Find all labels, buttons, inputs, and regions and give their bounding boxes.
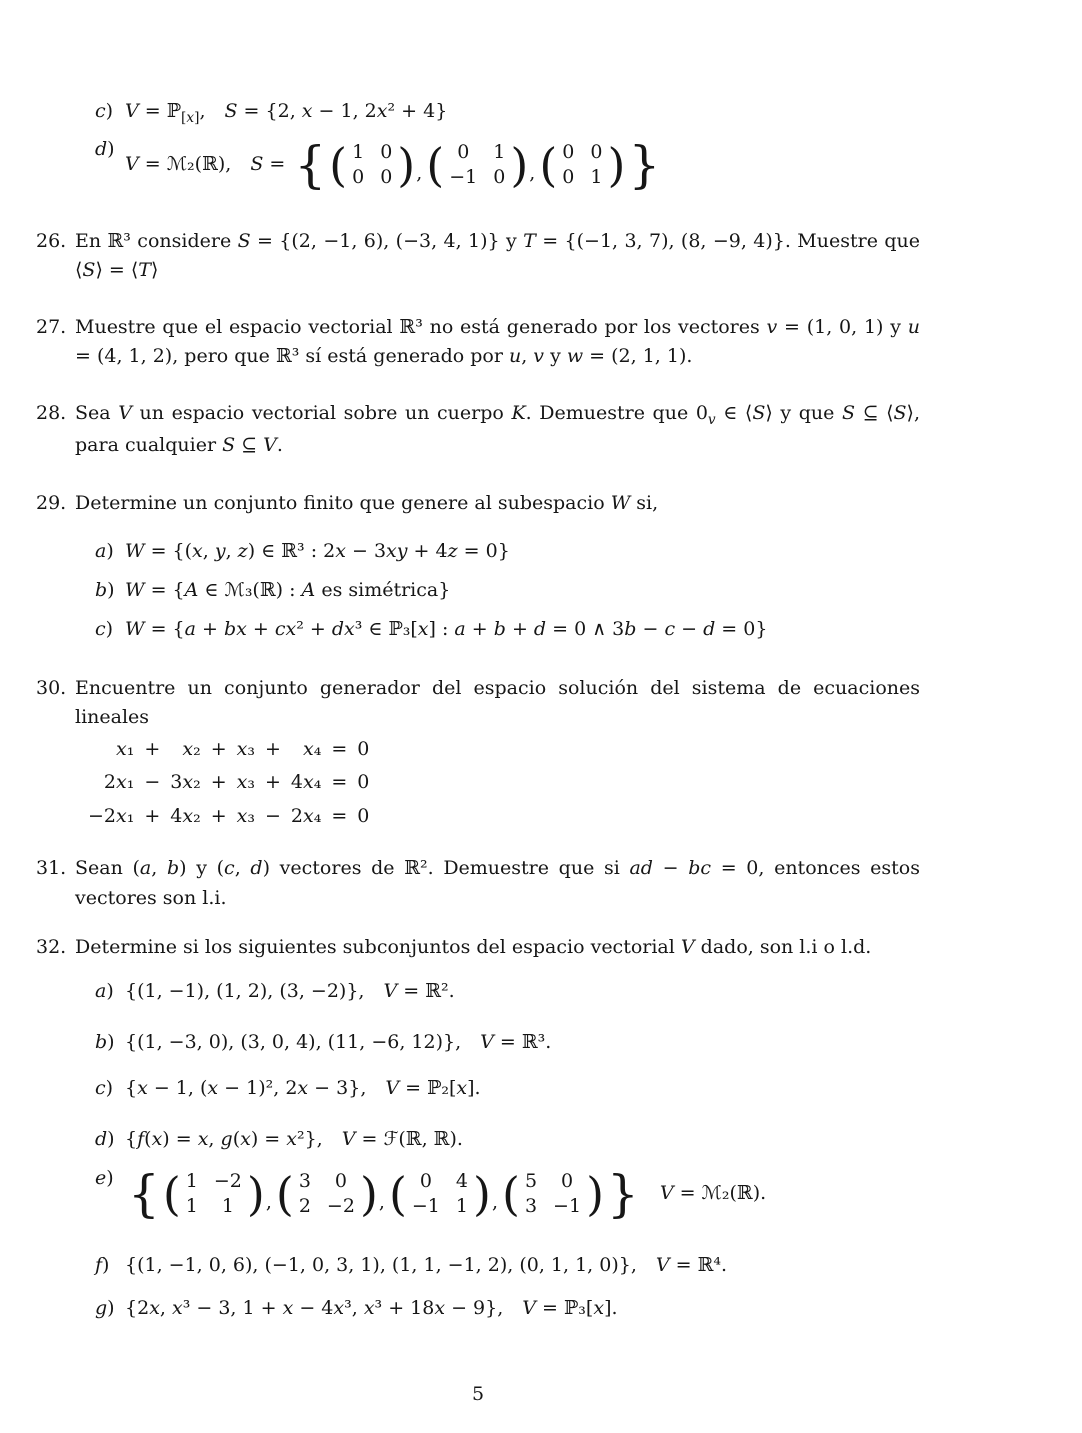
math-run: , S = {2, x − 1, 2x² + 4}: [199, 100, 448, 122]
equation-cell: =: [331, 771, 348, 794]
math-run: w = (2, 1, 1): [566, 345, 687, 368]
matrix-cell: 1: [493, 140, 506, 163]
exercise-number: 31.: [36, 857, 67, 880]
equation-cell: 4x₂: [170, 804, 201, 827]
left-paren-glyph: (: [329, 137, 348, 192]
left-paren-glyph: (: [502, 1166, 520, 1221]
text-run: un espacio vectorial sobre un cuerpo: [131, 401, 512, 424]
math-run: W = {(x, y, z) ∈ ℝ³ : 2x − 3xy + 4z = 0}: [125, 539, 510, 562]
equation-system: [88, 735, 369, 831]
exercise-body: [75, 227, 920, 286]
exercise-26: [36, 227, 920, 286]
item-label: e): [95, 1167, 114, 1190]
math-run: W = {A ∈ ℳ₃(ℝ) : A: [125, 579, 316, 602]
equation-cell: +: [210, 804, 227, 827]
matrix-cell: 0: [457, 140, 470, 163]
item-body: [125, 1074, 920, 1103]
text-run: y: [186, 857, 217, 880]
math-run: u, v: [508, 345, 545, 368]
matrix-cell: 0: [562, 166, 575, 188]
right-paren-glyph: ): [473, 1166, 491, 1221]
text-run: y que: [772, 401, 842, 424]
matrix-comma: ,: [416, 161, 423, 184]
exercise-32-item-f: [95, 1251, 920, 1280]
page-number: 5: [471, 1383, 485, 1406]
equation-cell: 4x₄: [290, 771, 322, 794]
math-run: {2x, x³ − 3, 1 + x − 4x³, x³ + 18x − 9}, V = ℙ₃[x].: [125, 1296, 618, 1319]
math-run: {(1, −1), (1, 2), (3, −2)}, V = ℝ².: [125, 980, 455, 1003]
exercise-30: [36, 674, 920, 733]
matrix-cell: 0: [493, 166, 506, 188]
text-run: Encuentre un conjunto generador del espacio solución del sistema de ecuaciones lineales: [75, 676, 920, 729]
item-body: [125, 97, 920, 129]
item-body: [125, 576, 920, 605]
exercise-32-item-a: [95, 977, 920, 1006]
item-body: [125, 1251, 920, 1280]
left-brace-glyph: {: [128, 1165, 160, 1224]
exercise-32-item-g: [95, 1294, 920, 1323]
equation-cell: 2x₄: [290, 804, 322, 827]
matrix-cell: 0: [419, 1170, 432, 1193]
text-run: Sea: [75, 401, 119, 424]
exercise-number: 32.: [36, 936, 67, 958]
text-run: . Demuestre que: [525, 401, 696, 424]
math-run: ad − bc = 0: [629, 857, 759, 880]
exercise-29: [36, 489, 920, 518]
item-label: b): [95, 579, 115, 602]
math-run: K: [511, 401, 526, 424]
text-run: . Demuestre que si: [427, 857, 630, 880]
matrix-cell: 3: [298, 1170, 311, 1193]
text-run: , para cualquier: [75, 401, 920, 456]
exercise-body: [75, 854, 920, 913]
math-run: S ⊆ V: [222, 433, 277, 456]
item-label: c): [95, 1077, 114, 1100]
exercise-32: [36, 933, 920, 962]
exercise-number: 29.: [36, 492, 67, 515]
exercise-body: [75, 399, 920, 460]
exercise-28: [36, 399, 920, 460]
text-run: , entonces estos vectores son l.i.: [75, 857, 920, 909]
exercise-29-item-c: [95, 615, 920, 644]
matrix-cell: −2: [326, 1195, 355, 1218]
matrix-cell: 1: [185, 1170, 198, 1193]
equation-cell: +: [144, 804, 161, 827]
matrix-cell: 0: [352, 166, 365, 188]
equation-cell: x₄: [303, 737, 322, 760]
left-paren-glyph: (: [426, 137, 445, 192]
equation-cell: −2x₁: [88, 804, 135, 827]
exercise-29-item-b: [95, 576, 920, 605]
matrix: [539, 138, 625, 193]
math-run: 0: [695, 401, 708, 424]
equation-cell: =: [331, 804, 348, 827]
matrix-cell: −2: [213, 1170, 242, 1193]
matrix-cell: 1: [221, 1195, 234, 1218]
exercise-number: 28.: [36, 401, 67, 424]
math-run: T = {(−1, 3, 7), (8, −9, 4)}: [523, 230, 785, 252]
equation-cell: 3x₂: [170, 771, 201, 794]
matrix-cell: 3: [524, 1195, 538, 1218]
math-run: ℝ³: [399, 315, 423, 338]
matrix-set-suffix: [660, 1179, 766, 1208]
right-paren-glyph: ): [510, 137, 529, 192]
equation-cell: +: [210, 771, 227, 794]
item-body: [125, 537, 920, 566]
matrix-cell: 1: [590, 166, 603, 188]
matrix-comma: ,: [378, 1190, 385, 1213]
right-paren-glyph: ): [586, 1166, 605, 1221]
matrix: [163, 1167, 265, 1222]
item-body: [125, 1125, 920, 1154]
matrix-cell: −1: [449, 166, 478, 188]
equation-cell: +: [264, 771, 281, 794]
text-run: y: [499, 230, 524, 252]
matrix-set-d: [125, 135, 920, 195]
matrix: [426, 138, 528, 193]
equation-cell: −: [264, 804, 281, 827]
text-run: Sean: [75, 857, 133, 880]
matrix-cell: 4: [455, 1170, 468, 1193]
matrix-comma: ,: [529, 161, 536, 184]
equation-cell: x₃: [236, 737, 255, 760]
math-run: v: [707, 411, 716, 428]
matrix-set-e: [125, 1164, 920, 1224]
math-run: {(1, −1, 0, 6), (−1, 0, 3, 1), (1, 1, −1, 2), (0, 1, 1, 0)}, V = ℝ⁴.: [125, 1254, 728, 1277]
matrix-grid: [347, 140, 397, 190]
equation-cell: +: [264, 737, 281, 760]
left-paren-glyph: (: [162, 1166, 181, 1221]
equation-cell: +: [210, 737, 227, 760]
item-body: [125, 977, 920, 1006]
math-run: (c, d): [216, 857, 271, 880]
matrix-cell: 0: [334, 1170, 347, 1193]
matrix: [329, 138, 415, 193]
item-body: [125, 135, 920, 195]
text-run: vectores de: [270, 857, 405, 880]
text-run: si,: [630, 492, 659, 515]
item-label: a): [95, 980, 114, 1003]
equation-cell: +: [144, 737, 161, 760]
left-brace-glyph: {: [294, 136, 327, 194]
item-label: a): [95, 539, 114, 562]
exercise-body: [75, 489, 920, 518]
matrix-cell: 0: [562, 140, 575, 163]
math-run: {x − 1, (x − 1)², 2x − 3}, V = ℙ₂[x].: [125, 1077, 481, 1100]
text-run: Determine un conjunto finito que genere al subespacio: [75, 492, 611, 515]
item-label: c): [95, 100, 114, 122]
math-run: ℝ²: [404, 857, 428, 880]
item-body: [125, 1294, 920, 1323]
matrix-cell: 1: [185, 1195, 198, 1218]
item-label: g): [95, 1296, 115, 1319]
math-run: W = {a + bx + cx² + dx³ ∈ ℙ₃[x] : a + b + d = 0 ∧ 3b − c − d = 0}: [125, 617, 768, 640]
math-run: ⟨S⟩ = ⟨T⟩: [75, 259, 159, 282]
right-paren-glyph: ): [397, 137, 416, 192]
matrix-cell: 1: [352, 140, 365, 163]
exercise-32-item-d: [95, 1125, 920, 1154]
matrix-comma: ,: [265, 1190, 272, 1213]
matrix-cell: −1: [411, 1195, 440, 1218]
matrix-grid: [181, 1169, 247, 1219]
equation-cell: 0: [357, 737, 370, 760]
exercise-body: [75, 674, 920, 733]
matrix-comma: ,: [491, 1190, 498, 1213]
math-run: S ⊆ ⟨S⟩: [841, 401, 914, 424]
math-run: V = ℙ: [125, 100, 182, 122]
exercise-body: [75, 933, 920, 962]
prev-item-c: [95, 97, 920, 129]
exercise-body: [75, 313, 920, 372]
text-run: Determine si los siguientes subconjuntos del espacio vectorial: [75, 936, 681, 958]
equation-cell: =: [331, 737, 348, 760]
math-run: v = (1, 0, 1): [766, 315, 884, 338]
exercise-27: [36, 313, 920, 372]
equation-cell: x₁: [116, 737, 135, 760]
text-run: y: [883, 315, 908, 338]
text-run: En: [75, 230, 108, 252]
equation-cell: 0: [357, 771, 370, 794]
math-run: V: [118, 401, 132, 424]
matrix-set-prefix: [125, 150, 285, 179]
math-run: (a, b): [132, 857, 187, 880]
right-paren-glyph: ): [246, 1166, 265, 1221]
right-brace-glyph: }: [628, 136, 661, 194]
matrix-cell: 0: [590, 140, 603, 163]
math-run: V = ℳ₂(ℝ), S =: [125, 153, 286, 176]
matrix-grid: [294, 1169, 360, 1219]
right-paren-glyph: ): [359, 1166, 378, 1221]
item-label: c): [95, 617, 114, 640]
matrix-grid: [444, 140, 510, 190]
math-run: W: [610, 492, 631, 515]
text-run: dado, son l.i o l.d.: [694, 936, 872, 958]
item-body: [125, 1028, 920, 1057]
exercise-number: 27.: [36, 315, 67, 338]
item-body: [125, 1164, 920, 1224]
item-label: f): [95, 1254, 110, 1277]
math-run: u = (4, 1, 2): [75, 315, 921, 368]
matrix-cell: −1: [553, 1195, 582, 1218]
matrix-cell: 0: [380, 140, 393, 163]
matrix: [389, 1167, 491, 1222]
exercise-number: 30.: [36, 676, 67, 699]
math-run: V: [680, 936, 695, 958]
math-run: V = ℳ₂(ℝ).: [659, 1182, 767, 1205]
math-run: S = {(2, −1, 6), (−3, 4, 1)}: [237, 230, 500, 252]
equation-cell: x₃: [236, 771, 255, 794]
matrix-cell: 0: [380, 166, 393, 188]
text-run: y: [544, 345, 567, 368]
exercise-31: [36, 854, 920, 913]
math-run: [x]: [181, 109, 200, 126]
prev-item-d: [95, 135, 920, 195]
text-run: . Muestre que: [784, 230, 920, 252]
right-brace-glyph: }: [607, 1165, 639, 1224]
text-run: es simétrica: [321, 579, 439, 602]
left-paren-glyph: (: [539, 137, 558, 192]
math-run: ∈ ⟨S⟩: [715, 401, 773, 424]
matrix-cell: 2: [298, 1195, 311, 1218]
equation-cell: 0: [357, 804, 370, 827]
text-run: Muestre que el espacio vectorial: [75, 315, 400, 338]
item-label: d): [95, 1127, 115, 1150]
matrix: [502, 1167, 604, 1222]
exercise-32-item-b: [95, 1028, 920, 1057]
left-paren-glyph: (: [388, 1166, 407, 1221]
text-run: .: [276, 433, 283, 456]
matrix-cell: 0: [561, 1170, 574, 1193]
exercise-32-item-e: [95, 1164, 920, 1224]
equation-cell: x₂: [182, 737, 201, 760]
text-run: .: [686, 345, 693, 368]
math-run: }: [438, 579, 451, 602]
right-paren-glyph: ): [607, 137, 626, 192]
math-run: ℝ³: [107, 230, 131, 252]
matrix-grid: [557, 140, 607, 190]
matrix-grid: [520, 1169, 586, 1219]
text-run: considere: [130, 230, 238, 252]
equation-cell: −: [144, 771, 161, 794]
matrix-cell: 1: [455, 1195, 468, 1218]
matrix: [276, 1167, 378, 1222]
matrix-cell: 5: [524, 1170, 538, 1193]
equation-cell: x₃: [236, 804, 255, 827]
item-label: d): [95, 138, 115, 160]
exercise-32-item-c: [95, 1074, 920, 1103]
text-run: no está generado por los vectores: [422, 315, 767, 338]
equation-cell: 2x₁: [103, 771, 135, 794]
item-label: b): [95, 1030, 115, 1053]
item-body: [125, 615, 920, 644]
math-run: {f(x) = x, g(x) = x²}, V = ℱ(ℝ, ℝ).: [125, 1127, 463, 1150]
math-run: ℝ³: [275, 345, 300, 368]
left-paren-glyph: (: [275, 1166, 294, 1221]
math-run: {(1, −3, 0), (3, 0, 4), (11, −6, 12)}, V = ℝ³.: [125, 1030, 552, 1053]
text-run: , pero que: [172, 345, 276, 368]
exercise-29-item-a: [95, 537, 920, 566]
exercise-number: 26.: [36, 230, 67, 252]
matrix-grid: [407, 1169, 473, 1219]
text-run: sí está generado por: [299, 345, 509, 368]
